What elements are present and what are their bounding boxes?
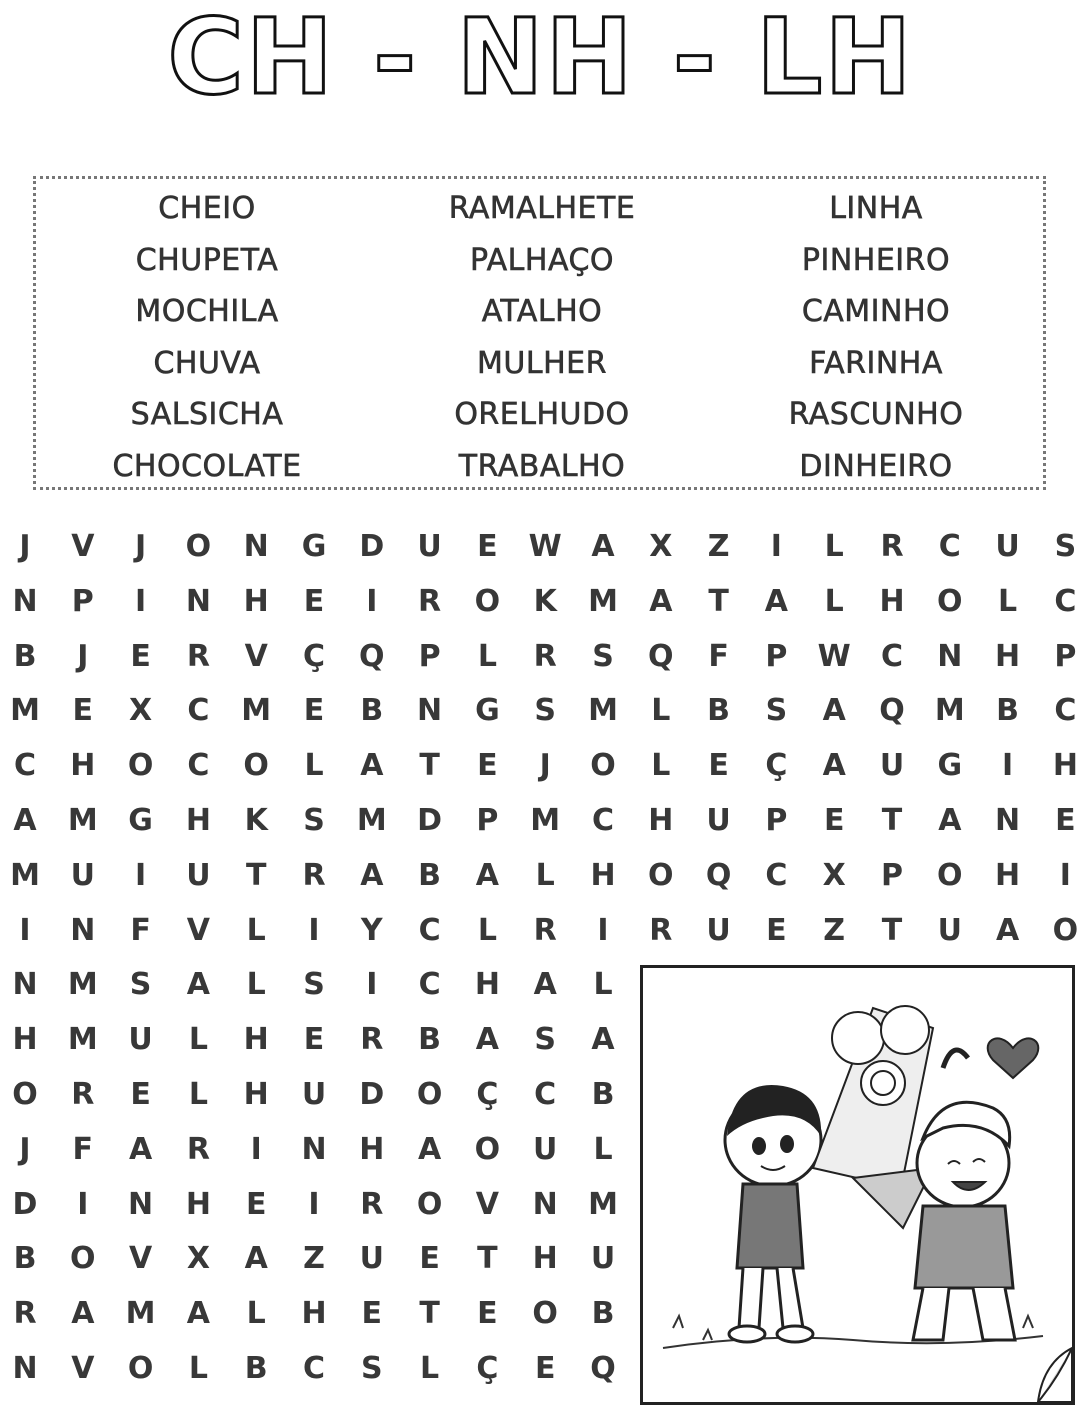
grid-cell[interactable]: O xyxy=(416,1077,443,1112)
grid-cell[interactable]: L xyxy=(593,967,613,1003)
grid-cell[interactable]: Z xyxy=(303,1241,325,1277)
grid-cell[interactable]: J xyxy=(539,748,551,784)
grid-cell[interactable]: G xyxy=(937,748,963,784)
grid-cell[interactable]: T xyxy=(881,912,903,948)
grid-cell[interactable]: O xyxy=(70,1241,96,1277)
word-bank xyxy=(33,176,1046,490)
grid-cell[interactable]: R xyxy=(71,1077,95,1112)
grid-cell[interactable]: O xyxy=(937,857,963,893)
grid-cell[interactable]: I xyxy=(1002,748,1014,784)
grid-cell[interactable]: B xyxy=(418,1022,442,1058)
grid-cell[interactable]: L xyxy=(651,748,671,784)
grid-cell[interactable]: O xyxy=(243,748,269,784)
grid-cell[interactable]: U xyxy=(359,1241,384,1277)
grid-cell[interactable]: Ç xyxy=(476,1351,499,1386)
grid-cell[interactable]: R xyxy=(533,912,557,948)
grid-cell[interactable]: U xyxy=(128,1022,153,1058)
grid-cell[interactable]: S xyxy=(1054,529,1077,564)
grid-cell[interactable]: Z xyxy=(823,912,846,948)
grid-cell[interactable]: P xyxy=(881,857,903,893)
grid-cell[interactable]: A xyxy=(475,857,499,893)
grid-cell[interactable]: C xyxy=(187,748,210,784)
grid-cell[interactable]: A xyxy=(591,529,615,564)
grid-cell[interactable]: B xyxy=(13,638,37,674)
grid-cell[interactable]: R xyxy=(418,583,442,619)
grid-cell[interactable]: N xyxy=(12,967,38,1003)
word-chocolate: CHOCOLATE xyxy=(112,448,302,484)
grid-cell[interactable]: O xyxy=(532,1296,558,1332)
grid-cell[interactable]: H xyxy=(590,857,616,893)
grid-cell[interactable]: A xyxy=(822,693,846,729)
word-bank-column-1 xyxy=(47,183,367,492)
grid-cell[interactable]: M xyxy=(588,1186,618,1222)
grid-cell[interactable]: R xyxy=(880,529,904,564)
grid-cell[interactable]: I xyxy=(250,1131,262,1167)
word-linha: LINHA xyxy=(829,191,923,226)
grid-cell[interactable]: L xyxy=(824,583,844,619)
grid-cell[interactable]: M xyxy=(588,583,618,619)
grid-cell[interactable]: A xyxy=(128,1131,153,1167)
grid-cell[interactable]: F xyxy=(708,638,729,674)
grid-cell[interactable]: S xyxy=(129,967,152,1003)
grid-cell[interactable]: W xyxy=(817,638,851,674)
grid-cell[interactable]: G xyxy=(301,529,327,564)
grid-cell[interactable]: A xyxy=(475,1022,499,1058)
grid-cell[interactable]: N xyxy=(532,1186,558,1222)
grid-cell[interactable]: B xyxy=(996,693,1020,729)
grid-cell[interactable]: U xyxy=(301,1077,327,1112)
grid-cell[interactable]: P xyxy=(418,638,441,674)
grid-cell[interactable]: T xyxy=(881,803,903,838)
grid-cell[interactable]: F xyxy=(130,912,151,948)
word-bank-column-2 xyxy=(382,183,702,492)
grid-cell[interactable]: H xyxy=(70,748,96,784)
grid-cell[interactable]: H xyxy=(301,1296,327,1332)
grid-cell[interactable]: E xyxy=(477,529,498,564)
grid-cell[interactable]: V xyxy=(244,638,268,674)
grid-cell[interactable]: L xyxy=(246,967,266,1003)
grid-cell[interactable]: D xyxy=(12,1186,38,1222)
grid-cell[interactable]: R xyxy=(13,1296,37,1332)
grid-cell[interactable]: A xyxy=(360,857,384,893)
grid-cell[interactable]: M xyxy=(67,803,98,838)
grid-cell[interactable]: C xyxy=(938,529,961,564)
grid-cell[interactable]: C xyxy=(1054,583,1077,619)
word-cheio: CHEIO xyxy=(158,191,256,226)
grid-cell[interactable]: A xyxy=(13,803,37,838)
grid-cell[interactable]: D xyxy=(359,1077,385,1112)
grid-cell[interactable]: T xyxy=(419,748,440,784)
word-chupeta: CHUPETA xyxy=(135,242,279,278)
grid-cell[interactable]: L xyxy=(477,912,497,948)
grid-cell[interactable]: R xyxy=(533,638,557,674)
grid-cell[interactable]: E xyxy=(303,693,325,729)
grid-cell[interactable]: I xyxy=(77,1186,89,1222)
grid-cell[interactable]: P xyxy=(1054,638,1077,674)
grid-cell[interactable]: M xyxy=(10,857,40,893)
grid-cell[interactable]: S xyxy=(592,638,614,674)
grid-cell[interactable]: P xyxy=(476,803,499,838)
grid-cell[interactable]: E xyxy=(477,1296,498,1332)
grid-cell[interactable]: W xyxy=(528,529,562,564)
grid-cell[interactable]: A xyxy=(533,967,557,1003)
grid-cell[interactable]: E xyxy=(534,1351,556,1386)
grid-cell[interactable]: H xyxy=(532,1241,558,1277)
grid-cell[interactable]: O xyxy=(474,583,501,619)
grid-cell[interactable]: U xyxy=(70,857,95,893)
grid-cell[interactable]: N xyxy=(12,583,38,619)
grid-cell[interactable]: U xyxy=(937,912,962,948)
grid-cell[interactable]: E xyxy=(708,748,729,784)
grid-cell[interactable]: U xyxy=(186,857,211,893)
grid-cell[interactable]: S xyxy=(303,967,325,1003)
grid-cell[interactable]: A xyxy=(71,1296,95,1332)
grid-cell[interactable]: L xyxy=(188,1022,208,1058)
grid-cell[interactable]: Q xyxy=(648,638,674,674)
grid-cell[interactable]: K xyxy=(244,803,268,838)
grid-cell[interactable]: M xyxy=(530,803,561,838)
grid-cell[interactable]: S xyxy=(360,1351,383,1386)
grid-cell[interactable]: B xyxy=(244,1351,268,1386)
grid-cell[interactable]: R xyxy=(186,638,210,674)
grid-cell[interactable]: C xyxy=(765,857,788,893)
grid-cell[interactable]: C xyxy=(534,1077,557,1112)
word-chuva: CHUVA xyxy=(153,345,261,381)
grid-cell[interactable]: E xyxy=(766,912,787,948)
grid-cell[interactable]: N xyxy=(937,638,963,674)
word-ramalhete: RAMALHETE xyxy=(448,191,636,226)
grid-cell[interactable]: M xyxy=(67,1022,98,1058)
grid-cell[interactable]: L xyxy=(246,912,266,948)
grid-cell[interactable]: C xyxy=(13,748,37,784)
grid-cell[interactable]: O xyxy=(185,529,212,564)
grid-cell[interactable]: R xyxy=(360,1022,384,1058)
grid-cell[interactable]: R xyxy=(649,912,673,948)
grid-cell[interactable]: P xyxy=(71,583,94,619)
grid-cell[interactable]: G xyxy=(475,693,500,729)
grid-cell[interactable]: S xyxy=(534,1022,556,1058)
grid-cell[interactable]: V xyxy=(71,1351,95,1386)
grid-cell[interactable]: A xyxy=(822,748,846,784)
grid-cell[interactable]: U xyxy=(879,748,905,784)
girl-icon xyxy=(725,1085,821,1342)
grid-cell[interactable]: K xyxy=(533,583,557,619)
grid-cell[interactable]: I xyxy=(19,912,31,948)
grid-cell[interactable]: Q xyxy=(359,638,385,674)
grid-cell[interactable]: R xyxy=(302,857,326,893)
grid-cell[interactable]: N xyxy=(995,803,1021,838)
grid-cell[interactable]: B xyxy=(13,1241,37,1277)
grid-cell[interactable]: H xyxy=(995,857,1021,893)
grid-cell[interactable]: C xyxy=(187,693,210,729)
grid-cell[interactable]: U xyxy=(533,1131,558,1167)
grid-cell[interactable]: B xyxy=(707,693,731,729)
grid-cell[interactable]: U xyxy=(995,529,1020,564)
grid-cell[interactable]: E xyxy=(130,1077,151,1112)
grid-cell[interactable]: I xyxy=(308,1186,320,1222)
grid-cell[interactable]: C xyxy=(418,967,441,1003)
grid-cell[interactable]: G xyxy=(128,803,153,838)
grid-cell[interactable]: M xyxy=(125,1296,156,1332)
grid-cell[interactable]: C xyxy=(418,912,441,948)
grid-cell[interactable]: Q xyxy=(879,693,905,729)
grid-cell[interactable]: U xyxy=(706,912,731,948)
grid-cell[interactable]: I xyxy=(135,857,147,893)
grid-cell[interactable]: L xyxy=(651,693,671,729)
word-pinheiro: PINHEIRO xyxy=(801,242,951,278)
grid-cell[interactable]: I xyxy=(135,583,147,619)
grid-cell[interactable]: H xyxy=(879,583,905,619)
page-curl-icon xyxy=(1038,1348,1072,1402)
grid-cell[interactable]: Ç xyxy=(765,748,788,784)
grid-cell[interactable]: A xyxy=(244,1241,268,1277)
grid-cell[interactable]: N xyxy=(185,583,211,619)
word-bank-column-3 xyxy=(716,183,1036,492)
grid-cell[interactable]: E xyxy=(303,583,325,619)
grid-cell[interactable]: C xyxy=(302,1351,326,1386)
word-mulher: MULHER xyxy=(477,345,607,381)
grid-cell[interactable]: L xyxy=(304,748,324,784)
grid-cell[interactable]: B xyxy=(591,1296,615,1332)
word-orelhudo: ORELHUDO xyxy=(454,397,630,432)
grid-cell[interactable]: E xyxy=(303,1022,325,1058)
grid-cell[interactable]: X xyxy=(822,857,846,893)
grid-cell[interactable]: P xyxy=(765,803,788,838)
grid-cell[interactable]: N xyxy=(12,1351,38,1386)
grid-cell[interactable]: H xyxy=(243,1022,269,1058)
grid-cell[interactable]: T xyxy=(245,857,267,893)
grid-cell[interactable]: Q xyxy=(590,1351,616,1386)
grid-cell[interactable]: N xyxy=(301,1131,327,1167)
grid-cell[interactable]: E xyxy=(477,748,498,784)
grid-cell[interactable]: L xyxy=(593,1131,613,1167)
grid-cell[interactable]: E xyxy=(361,1296,383,1332)
grid-cell[interactable]: H xyxy=(995,638,1021,674)
word-mochila: MOCHILA xyxy=(135,294,279,329)
page-title: CH - NH - LH xyxy=(167,0,914,118)
grid-cell[interactable]: A xyxy=(186,967,210,1003)
word-caminho: CAMINHO xyxy=(801,294,951,329)
grid-cell[interactable]: X xyxy=(186,1241,210,1277)
grid-cell[interactable]: X xyxy=(649,529,673,564)
grid-cell[interactable]: X xyxy=(129,693,153,729)
grid-cell[interactable]: O xyxy=(937,583,963,619)
grid-cell[interactable]: O xyxy=(648,857,674,893)
grid-cell[interactable]: A xyxy=(360,748,384,784)
grid-cell[interactable]: H xyxy=(648,803,674,838)
grid-cell[interactable]: H xyxy=(1052,748,1078,784)
grid-cell[interactable]: Z xyxy=(707,529,730,564)
word-salsicha: SALSICHA xyxy=(130,397,284,432)
grid-cell[interactable]: D xyxy=(359,529,385,564)
grid-cell[interactable]: I xyxy=(308,912,320,948)
grid-cell[interactable]: U xyxy=(706,803,731,838)
grid-cell[interactable]: V xyxy=(128,1241,153,1277)
grid-cell[interactable]: N xyxy=(128,1186,154,1222)
grid-cell[interactable]: M xyxy=(588,693,618,729)
grid-cell[interactable]: L xyxy=(420,1351,440,1386)
grid-cell[interactable]: Q xyxy=(705,857,732,893)
grid-cell[interactable]: E xyxy=(1055,803,1076,838)
grid-cell[interactable]: N xyxy=(70,912,96,948)
grid-cell[interactable]: J xyxy=(19,1131,31,1167)
grid-cell[interactable]: I xyxy=(366,967,378,1003)
grid-cell[interactable]: V xyxy=(186,912,210,948)
grid-cell[interactable]: O xyxy=(416,1186,443,1222)
word-dinheiro: DINHEIRO xyxy=(799,448,953,484)
grid-cell[interactable]: C xyxy=(591,803,615,838)
grid-cell[interactable]: H xyxy=(243,583,269,619)
grid-cell[interactable]: Y xyxy=(360,912,383,948)
word-trabalho: TRABALHO xyxy=(458,448,626,484)
grid-cell[interactable]: F xyxy=(72,1131,94,1167)
grid-cell[interactable]: M xyxy=(934,693,965,729)
grid-cell[interactable]: Ç xyxy=(302,638,326,674)
grid-cell[interactable]: C xyxy=(1054,693,1077,729)
grid-cell[interactable]: L xyxy=(246,1296,266,1332)
grid-cell[interactable]: M xyxy=(10,693,40,729)
grid-cell[interactable]: H xyxy=(359,1131,385,1167)
grid-cell[interactable]: E xyxy=(245,1186,267,1222)
word-atalho: ATALHO xyxy=(481,294,603,329)
grid-cell[interactable]: I xyxy=(366,583,378,619)
grid-cell[interactable]: O xyxy=(1052,912,1079,948)
grid-cell[interactable]: L xyxy=(188,1077,208,1112)
grid-cell[interactable]: B xyxy=(360,693,384,729)
word-farinha: FARINHA xyxy=(809,345,943,381)
grid-cell[interactable]: L xyxy=(188,1351,208,1386)
grid-cell[interactable]: U xyxy=(590,1241,616,1277)
grid-cell[interactable]: B xyxy=(591,1077,615,1112)
grid-cell[interactable]: A xyxy=(649,583,673,619)
word-palhaco: PALHAÇO xyxy=(469,242,615,278)
grid-cell[interactable]: J xyxy=(77,638,89,674)
grid-cell[interactable]: R xyxy=(186,1131,210,1167)
grid-cell[interactable]: H xyxy=(185,803,211,838)
grid-cell[interactable]: O xyxy=(590,748,616,784)
illustration-frame xyxy=(640,965,1075,1405)
grid-cell[interactable]: L xyxy=(824,529,844,564)
grid-cell[interactable]: B xyxy=(418,857,442,893)
grid-cell[interactable]: T xyxy=(708,583,729,619)
grid-cell[interactable]: I xyxy=(1059,857,1071,893)
grid-cell[interactable]: Ç xyxy=(476,1077,499,1112)
grid-cell[interactable]: E xyxy=(130,638,151,674)
grid-cell[interactable]: S xyxy=(765,693,788,729)
grid-cell[interactable]: O xyxy=(127,748,154,784)
grid-cell[interactable]: I xyxy=(770,529,782,564)
grid-cell[interactable]: E xyxy=(823,803,845,838)
grid-cell[interactable]: H xyxy=(12,1022,38,1058)
grid-cell[interactable]: A xyxy=(764,583,788,619)
grid-cell[interactable]: O xyxy=(12,1077,38,1112)
grid-cell[interactable]: A xyxy=(591,1022,615,1058)
boy-icon xyxy=(913,1102,1015,1340)
grid-cell[interactable]: N xyxy=(243,529,269,564)
grid-cell[interactable]: T xyxy=(477,1241,498,1277)
heart-icon xyxy=(988,1038,1039,1078)
grid-cell[interactable]: V xyxy=(475,1186,499,1222)
grid-cell[interactable]: O xyxy=(127,1351,154,1386)
grid-cell[interactable]: S xyxy=(303,803,325,838)
grid-cell[interactable]: J xyxy=(135,529,147,564)
grid-cell[interactable]: V xyxy=(71,529,95,564)
grid-cell[interactable]: M xyxy=(356,803,387,838)
grid-cell[interactable]: D xyxy=(417,803,443,838)
grid-cell[interactable]: O xyxy=(474,1131,501,1167)
grid-cell[interactable]: A xyxy=(938,803,962,838)
grid-cell[interactable]: A xyxy=(186,1296,210,1332)
grid-cell[interactable]: E xyxy=(419,1241,440,1277)
grid-cell[interactable]: L xyxy=(998,583,1018,619)
grid-cell[interactable]: U xyxy=(417,529,442,564)
grid-cell[interactable]: I xyxy=(597,912,609,948)
grid-cell[interactable]: S xyxy=(534,693,556,729)
grid-cell[interactable]: T xyxy=(419,1296,440,1332)
grid-cell[interactable]: N xyxy=(417,693,443,729)
word-rascunho: RASCUNHO xyxy=(788,397,964,432)
grid-cell[interactable]: H xyxy=(474,967,500,1003)
grid-cell[interactable]: M xyxy=(241,693,272,729)
grid-cell[interactable]: H xyxy=(185,1186,211,1222)
grid-cell[interactable]: R xyxy=(360,1186,384,1222)
grid-cell[interactable]: P xyxy=(765,638,788,674)
grid-cell[interactable]: H xyxy=(243,1077,269,1112)
grid-cell[interactable]: L xyxy=(535,857,555,893)
grid-cell[interactable]: L xyxy=(477,638,497,674)
grid-cell[interactable]: M xyxy=(67,967,98,1003)
grid-cell[interactable]: A xyxy=(417,1131,442,1167)
grid-cell[interactable]: C xyxy=(880,638,904,674)
grid-cell[interactable]: A xyxy=(995,912,1020,948)
grid-cell[interactable]: J xyxy=(19,529,31,564)
grid-cell[interactable]: E xyxy=(72,693,94,729)
